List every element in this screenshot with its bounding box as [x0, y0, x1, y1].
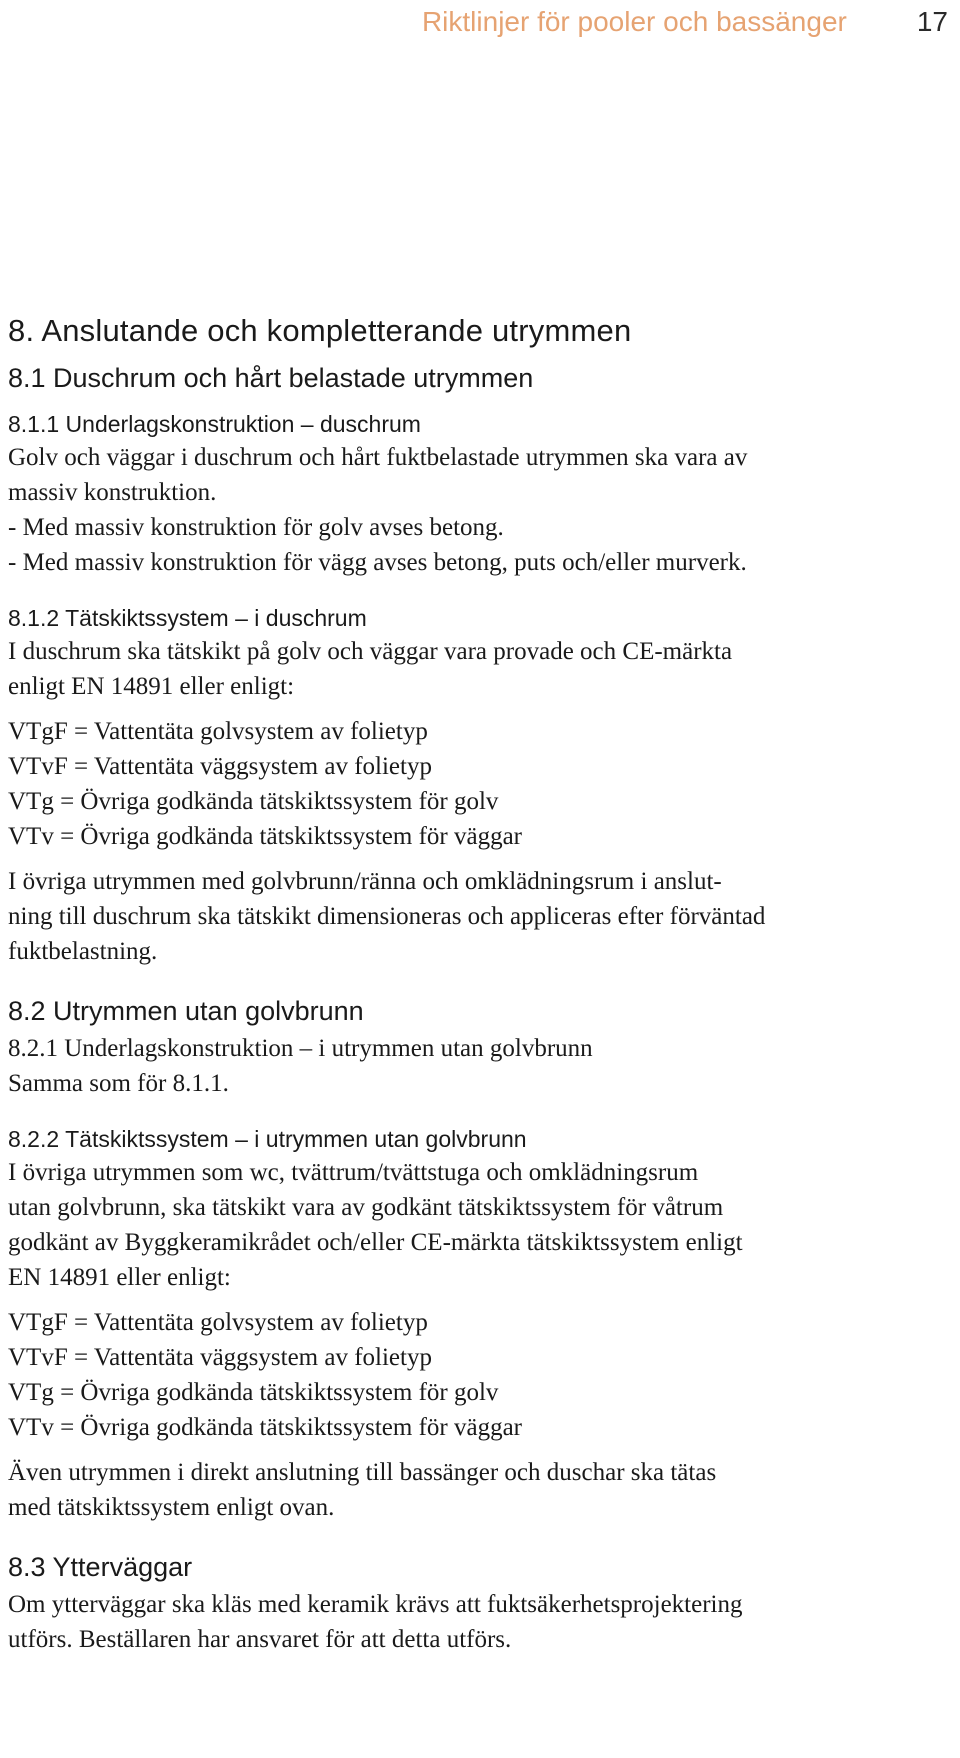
body-line: utan golvbrunn, ska tätskikt vara av godkänt tätskiktssystem för våtrum [8, 1194, 724, 1221]
running-header [422, 0, 948, 44]
body-line: Samma som för 8.1.1. [8, 1070, 229, 1097]
body-line: enligt EN 14891 eller enligt: [8, 673, 295, 700]
definition-line: VTv = Övriga godkända tätskiktssystem för väggar [8, 823, 522, 850]
body-line: I duschrum ska tätskikt på golv och väggar vara provade och CE-märkta [8, 638, 733, 665]
section-heading-8-1: 8.1 Duschrum och hårt belastade utrymmen [8, 363, 534, 393]
subsection-heading-8-1-2: 8.1.2 Tätskiktssystem – i duschrum [8, 605, 367, 631]
body-line: - Med massiv konstruktion för golv avses betong. [8, 514, 504, 541]
body-line: Om ytterväggar ska kläs med keramik krävs att fuktsäkerhetsprojektering [8, 1591, 743, 1618]
definition-line: VTg = Övriga godkända tätskiktssystem för golv [8, 788, 499, 815]
definition-line: VTgF = Vattentäta golvsystem av folietyp [8, 1309, 428, 1336]
definition-line: VTgF = Vattentäta golvsystem av folietyp [8, 718, 428, 745]
page-number: 17 [916, 6, 948, 37]
body-line: med tätskiktssystem enligt ovan. [8, 1494, 335, 1521]
body-line: utförs. Beställaren har ansvaret för att detta utförs. [8, 1626, 512, 1653]
body-line: Golv och väggar i duschrum och hårt fuktbelastade utrymmen ska vara av [8, 444, 748, 471]
body-line: I övriga utrymmen som wc, tvättrum/tvättstuga och omklädningsrum [8, 1159, 699, 1186]
definition-line: VTvF = Vattentäta väggsystem av folietyp [8, 1344, 432, 1371]
chapter-heading-8: 8. Anslutande och kompletterande utrymmen [8, 313, 632, 348]
body-line: massiv konstruktion. [8, 479, 217, 506]
definition-line: VTv = Övriga godkända tätskiktssystem för väggar [8, 1414, 522, 1441]
section-heading-8-2: 8.2 Utrymmen utan golvbrunn [8, 996, 364, 1026]
body-line: fuktbelastning. [8, 938, 158, 965]
body-line: - Med massiv konstruktion för vägg avses betong, puts och/eller murverk. [8, 549, 747, 576]
body-line: EN 14891 eller enligt: [8, 1264, 231, 1291]
body-line: ning till duschrum ska tätskikt dimensioneras och appliceras efter förväntad [8, 903, 766, 930]
body-line: godkänt av Byggkeramikrådet och/eller CE-märkta tätskiktssystem enligt [8, 1229, 743, 1256]
body-line: Även utrymmen i direkt anslutning till bassänger och duschar ska tätas [8, 1459, 717, 1486]
definition-line: VTg = Övriga godkända tätskiktssystem för golv [8, 1379, 499, 1406]
main-content [8, 308, 948, 1657]
header-title: Riktlinjer för pooler och bassänger [421, 6, 847, 37]
subsection-heading-8-2-1: 8.2.1 Underlagskonstruktion – i utrymmen utan golvbrunn [8, 1035, 593, 1062]
section-heading-8-3: 8.3 Ytterväggar [8, 1552, 193, 1582]
subsection-heading-8-2-2: 8.2.2 Tätskiktssystem – i utrymmen utan golvbrunn [8, 1126, 527, 1152]
body-line: I övriga utrymmen med golvbrunn/ränna och omklädningsrum i anslut- [8, 868, 722, 895]
subsection-heading-8-1-1: 8.1.1 Underlagskonstruktion – duschrum [8, 411, 421, 437]
definition-line: VTvF = Vattentäta väggsystem av folietyp [8, 753, 432, 780]
